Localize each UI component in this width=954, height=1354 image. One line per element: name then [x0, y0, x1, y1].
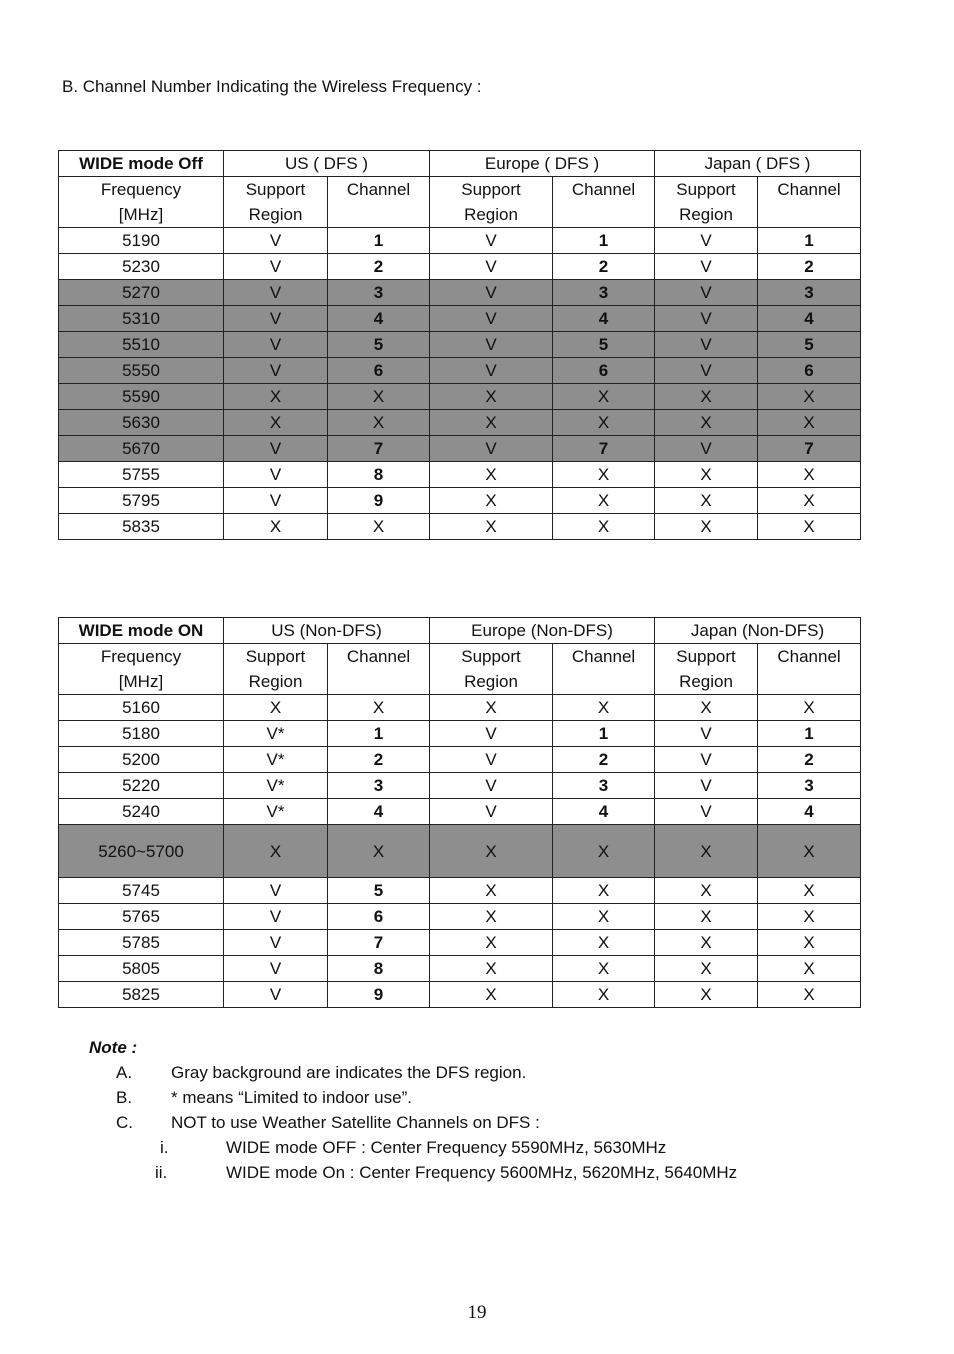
support-cell: V	[430, 799, 553, 825]
frequency-unit: [MHz]	[118, 205, 164, 224]
channel-cell: 4	[553, 799, 655, 825]
support-cell: X	[655, 488, 758, 514]
support-region-header	[430, 644, 553, 695]
channel-cell: X	[328, 825, 430, 878]
subheader-row	[59, 644, 861, 695]
support-cell: X	[655, 384, 758, 410]
support-cell: X	[430, 930, 553, 956]
table-row	[59, 695, 861, 721]
note-text: WIDE mode On : Center Frequency 5600MHz, 5620MHz, 5640MHz	[226, 1163, 738, 1182]
support-cell: V	[224, 436, 328, 462]
channel-cell: X	[758, 514, 861, 540]
channel-header: Channel	[758, 644, 861, 695]
support-cell: X	[430, 878, 553, 904]
frequency-cell: 5590	[59, 384, 224, 410]
channel-cell: 4	[328, 799, 430, 825]
table-row	[59, 488, 861, 514]
support-cell: V	[430, 280, 553, 306]
channel-cell: 5	[328, 878, 430, 904]
channel-cell: X	[553, 930, 655, 956]
support-cell: V	[430, 228, 553, 254]
region-label: Region	[464, 205, 518, 224]
region-label: Region	[464, 672, 518, 691]
support-cell: X	[655, 410, 758, 436]
table-row	[59, 721, 861, 747]
region-label: Region	[679, 672, 733, 691]
channel-cell: 9	[328, 982, 430, 1008]
wide-mode-off-table	[58, 150, 861, 540]
channel-cell: 7	[328, 930, 430, 956]
support-cell: V	[655, 721, 758, 747]
note-title: Note :	[89, 1038, 138, 1057]
frequency-label	[59, 644, 224, 695]
support-cell: X	[655, 695, 758, 721]
channel-cell: X	[758, 462, 861, 488]
support-label: Support	[461, 180, 521, 199]
support-cell: X	[430, 956, 553, 982]
support-cell: V	[655, 773, 758, 799]
support-label: Support	[461, 647, 521, 666]
channel-cell: X	[328, 410, 430, 436]
channel-cell: 6	[553, 358, 655, 384]
support-cell: V	[224, 930, 328, 956]
channel-cell: X	[553, 878, 655, 904]
frequency-label	[59, 177, 224, 228]
frequency-cell: 5755	[59, 462, 224, 488]
table-row	[59, 280, 861, 306]
table-row	[59, 410, 861, 436]
support-cell: X	[655, 514, 758, 540]
channel-cell: 7	[553, 436, 655, 462]
frequency-cell: 5805	[59, 956, 224, 982]
channel-cell: 8	[328, 462, 430, 488]
support-cell: V	[224, 306, 328, 332]
region-label: Region	[248, 672, 303, 691]
channel-cell: 2	[758, 747, 861, 773]
channel-cell: X	[758, 695, 861, 721]
support-cell: X	[430, 384, 553, 410]
frequency-label-line: Frequency	[100, 647, 182, 666]
channel-cell: 2	[328, 254, 430, 280]
table-row	[59, 956, 861, 982]
support-cell: X	[224, 695, 328, 721]
support-cell: V	[655, 254, 758, 280]
frequency-label-line: Frequency	[100, 180, 182, 199]
frequency-cell: 5510	[59, 332, 224, 358]
channel-header: Channel	[553, 177, 655, 228]
channel-cell: 6	[758, 358, 861, 384]
channel-cell: X	[758, 982, 861, 1008]
channel-header: Channel	[328, 644, 430, 695]
frequency-cell: 5670	[59, 436, 224, 462]
table-row	[59, 930, 861, 956]
channel-cell: 2	[553, 747, 655, 773]
support-cell: X	[430, 695, 553, 721]
table-row	[59, 747, 861, 773]
support-region-header	[655, 644, 758, 695]
support-cell: V	[224, 982, 328, 1008]
table-row	[59, 332, 861, 358]
table-row	[59, 825, 861, 878]
table-row	[59, 462, 861, 488]
channel-cell: X	[553, 956, 655, 982]
region-header: Europe ( DFS )	[430, 151, 655, 177]
support-cell: V	[655, 228, 758, 254]
channel-cell: 1	[328, 228, 430, 254]
frequency-cell: 5795	[59, 488, 224, 514]
support-cell: X	[430, 825, 553, 878]
channel-cell: X	[758, 904, 861, 930]
frequency-cell: 5190	[59, 228, 224, 254]
frequency-cell: 5785	[59, 930, 224, 956]
header-row	[59, 151, 861, 177]
support-cell: V	[224, 280, 328, 306]
table-row	[59, 254, 861, 280]
note-text: WIDE mode OFF : Center Frequency 5590MHz, 5630MHz	[226, 1138, 667, 1157]
channel-header: Channel	[553, 644, 655, 695]
region-label: Region	[679, 205, 733, 224]
table-row	[59, 799, 861, 825]
channel-cell: 4	[758, 799, 861, 825]
support-cell: V*	[224, 721, 328, 747]
channel-cell: 3	[758, 280, 861, 306]
support-region-header	[430, 177, 553, 228]
channel-cell: X	[553, 982, 655, 1008]
frequency-unit: [MHz]	[118, 672, 164, 691]
region-header: Japan (Non-DFS)	[655, 618, 861, 644]
support-cell: V	[224, 956, 328, 982]
support-cell: X	[430, 514, 553, 540]
channel-cell: 5	[758, 332, 861, 358]
channel-cell: 6	[328, 358, 430, 384]
frequency-cell: 5310	[59, 306, 224, 332]
region-header: Europe (Non-DFS)	[430, 618, 655, 644]
frequency-cell: 5835	[59, 514, 224, 540]
channel-cell: 1	[758, 721, 861, 747]
support-cell: V	[430, 332, 553, 358]
frequency-cell: 5230	[59, 254, 224, 280]
channel-cell: 5	[328, 332, 430, 358]
subheader-row	[59, 177, 861, 228]
support-cell: X	[224, 410, 328, 436]
page-number: 19	[467, 1302, 487, 1323]
frequency-cell: 5825	[59, 982, 224, 1008]
support-cell: V*	[224, 799, 328, 825]
support-cell: X	[655, 982, 758, 1008]
channel-cell: X	[553, 904, 655, 930]
channel-cell: 3	[758, 773, 861, 799]
channel-cell: 8	[328, 956, 430, 982]
table-row	[59, 878, 861, 904]
support-cell: X	[430, 410, 553, 436]
table-row	[59, 982, 861, 1008]
channel-cell: 5	[553, 332, 655, 358]
support-cell: X	[224, 825, 328, 878]
note-marker: i.	[160, 1138, 169, 1157]
channel-cell: X	[758, 410, 861, 436]
channel-cell: X	[758, 878, 861, 904]
support-region-header	[224, 644, 328, 695]
channel-cell: X	[553, 462, 655, 488]
note-text: * means “Limited to indoor use”.	[171, 1088, 412, 1107]
channel-cell: 4	[758, 306, 861, 332]
channel-cell: 9	[328, 488, 430, 514]
support-cell: V	[224, 358, 328, 384]
mode-label: WIDE mode Off	[59, 151, 224, 177]
support-cell: V	[224, 332, 328, 358]
support-cell: X	[224, 514, 328, 540]
mode-label: WIDE mode ON	[59, 618, 224, 644]
note-marker: A.	[116, 1063, 133, 1082]
support-cell: X	[655, 956, 758, 982]
table-row	[59, 306, 861, 332]
support-cell: V	[655, 280, 758, 306]
support-cell: V	[430, 773, 553, 799]
support-label: Support	[245, 180, 306, 199]
support-cell: V	[430, 358, 553, 384]
support-cell: V	[655, 332, 758, 358]
support-cell: X	[224, 384, 328, 410]
table-row	[59, 358, 861, 384]
channel-cell: X	[553, 488, 655, 514]
note-marker: C.	[116, 1113, 133, 1132]
note-marker: ii.	[155, 1163, 168, 1182]
channel-cell: X	[328, 384, 430, 410]
support-cell: V	[224, 878, 328, 904]
frequency-cell: 5180	[59, 721, 224, 747]
channel-cell: X	[553, 384, 655, 410]
support-cell: X	[430, 462, 553, 488]
support-label: Support	[676, 647, 736, 666]
channel-header: Channel	[328, 177, 430, 228]
support-cell: V	[224, 488, 328, 514]
channel-cell: 1	[758, 228, 861, 254]
channel-cell: 1	[553, 721, 655, 747]
support-cell: V	[224, 254, 328, 280]
support-cell: V	[655, 358, 758, 384]
region-header: US (Non-DFS)	[224, 618, 430, 644]
channel-cell: X	[328, 695, 430, 721]
frequency-cell: 5630	[59, 410, 224, 436]
table-row	[59, 773, 861, 799]
support-cell: X	[655, 930, 758, 956]
channel-cell: X	[758, 488, 861, 514]
region-header: US ( DFS )	[224, 151, 430, 177]
support-cell: V	[224, 228, 328, 254]
channel-cell: 4	[328, 306, 430, 332]
table-row	[59, 228, 861, 254]
region-label: Region	[248, 205, 303, 224]
support-cell: V	[430, 747, 553, 773]
support-cell: V	[655, 306, 758, 332]
table-row	[59, 436, 861, 462]
support-label: Support	[245, 647, 306, 666]
channel-cell: 3	[328, 773, 430, 799]
support-label: Support	[676, 180, 736, 199]
frequency-cell: 5550	[59, 358, 224, 384]
support-cell: X	[430, 488, 553, 514]
support-cell: V	[430, 254, 553, 280]
note-text: Gray background are indicates the DFS region.	[171, 1063, 527, 1082]
frequency-cell: 5765	[59, 904, 224, 930]
support-cell: V	[224, 462, 328, 488]
support-cell: X	[655, 878, 758, 904]
channel-cell: X	[328, 514, 430, 540]
channel-cell: X	[553, 410, 655, 436]
channel-cell: 3	[553, 773, 655, 799]
channel-cell: X	[553, 514, 655, 540]
header-row	[59, 618, 861, 644]
support-cell: V*	[224, 773, 328, 799]
frequency-cell: 5745	[59, 878, 224, 904]
frequency-cell: 5220	[59, 773, 224, 799]
frequency-cell: 5270	[59, 280, 224, 306]
note-text: NOT to use Weather Satellite Channels on DFS :	[171, 1113, 540, 1132]
channel-cell: 7	[328, 436, 430, 462]
channel-cell: 4	[553, 306, 655, 332]
frequency-cell: 5160	[59, 695, 224, 721]
channel-cell: 2	[328, 747, 430, 773]
channel-cell: X	[553, 695, 655, 721]
channel-cell: 1	[328, 721, 430, 747]
support-region-header	[655, 177, 758, 228]
channel-cell: 3	[328, 280, 430, 306]
channel-header: Channel	[758, 177, 861, 228]
support-cell: V*	[224, 747, 328, 773]
support-cell: V	[655, 799, 758, 825]
support-cell: X	[430, 904, 553, 930]
support-cell: X	[430, 982, 553, 1008]
channel-cell: 2	[758, 254, 861, 280]
table-row	[59, 514, 861, 540]
channel-cell: 1	[553, 228, 655, 254]
support-cell: X	[655, 825, 758, 878]
section-heading: B. Channel Number Indicating the Wireless Frequency :	[62, 77, 482, 96]
frequency-cell: 5240	[59, 799, 224, 825]
support-cell: V	[224, 904, 328, 930]
support-cell: V	[655, 436, 758, 462]
support-cell: X	[655, 904, 758, 930]
frequency-cell: 5260~5700	[59, 825, 224, 878]
channel-cell: X	[758, 825, 861, 878]
channel-cell: X	[758, 384, 861, 410]
channel-cell: 7	[758, 436, 861, 462]
channel-cell: X	[758, 930, 861, 956]
wide-mode-on-table	[58, 617, 861, 1008]
channel-cell: 3	[553, 280, 655, 306]
support-cell: V	[430, 436, 553, 462]
table-row	[59, 384, 861, 410]
channel-cell: X	[553, 825, 655, 878]
table-row	[59, 904, 861, 930]
support-cell: V	[430, 721, 553, 747]
region-header: Japan ( DFS )	[655, 151, 861, 177]
frequency-cell: 5200	[59, 747, 224, 773]
channel-cell: X	[758, 956, 861, 982]
channel-cell: 2	[553, 254, 655, 280]
note-marker: B.	[116, 1088, 133, 1107]
support-region-header	[224, 177, 328, 228]
support-cell: V	[430, 306, 553, 332]
channel-cell: 6	[328, 904, 430, 930]
support-cell: X	[655, 462, 758, 488]
support-cell: V	[655, 747, 758, 773]
